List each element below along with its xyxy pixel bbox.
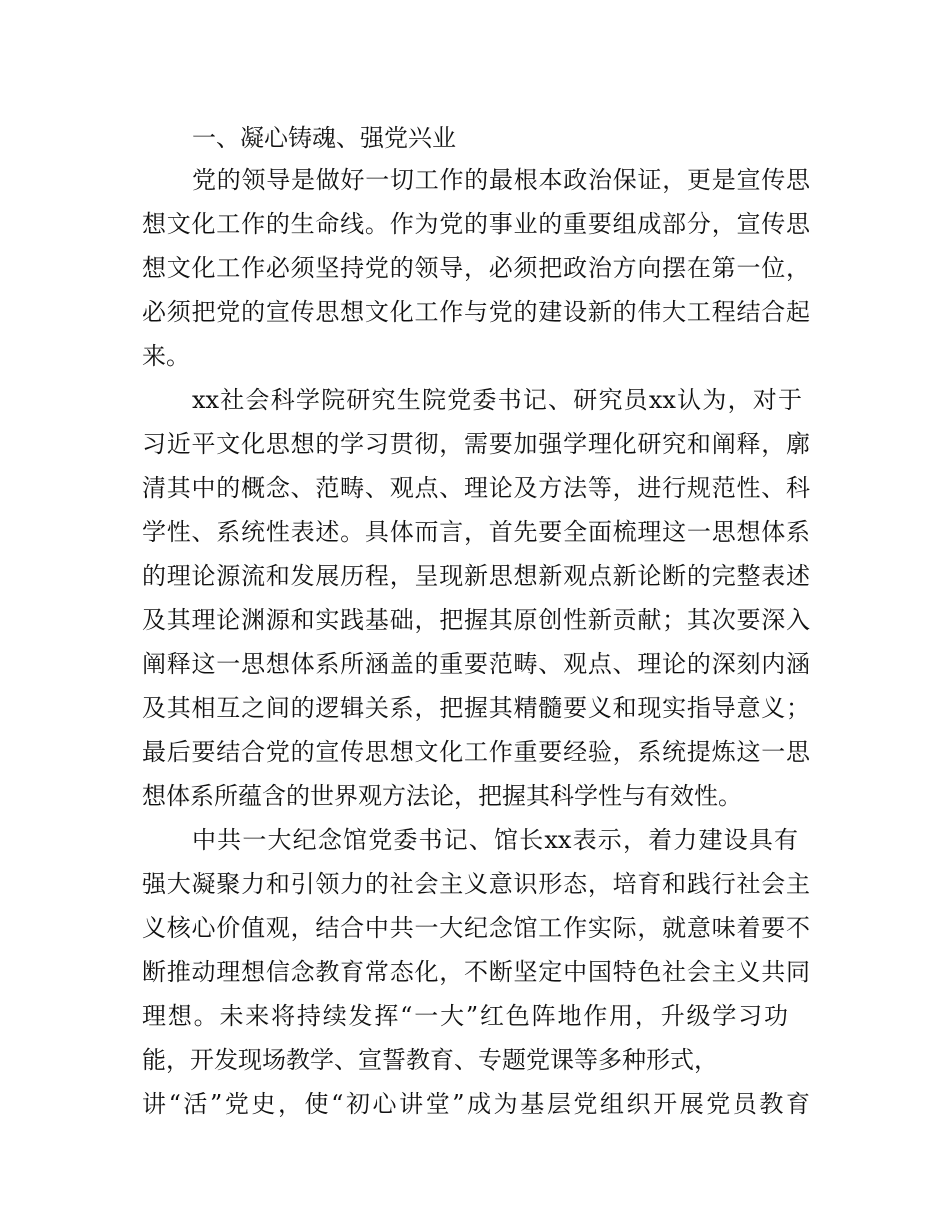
text-line: 想文化工作的生命线。作为党的事业的重要组成部分，宣传思 <box>142 210 810 238</box>
text-line: 来。 <box>142 342 190 370</box>
section-heading: 一、凝心铸魂、强党兴业 <box>192 124 456 152</box>
text-line: 最后要结合党的宣传思想文化工作重要经验，系统提炼这一思 <box>142 738 810 766</box>
text-line: 及其理论渊源和实践基础，把握其原创性新贡献；其次要深入 <box>142 606 810 634</box>
text-line: 的理论源流和发展历程，呈现新思想新观点新论断的完整表述 <box>142 562 810 590</box>
text-line: 习近平文化思想的学习贯彻，需要加强学理化研究和阐释，廓 <box>142 430 810 458</box>
text-line: 学性、系统性表述。具体而言，首先要全面梳理这一思想体系 <box>142 518 810 546</box>
text-line: 阐释这一思想体系所涵盖的重要范畴、观点、理论的深刻内涵 <box>142 650 810 678</box>
text-line: 强大凝聚力和引领力的社会主义意识形态，培育和践行社会主 <box>142 870 810 898</box>
text-line: 想文化工作必须坚持党的领导，必须把政治方向摆在第一位， <box>142 254 810 282</box>
text-line: 讲“活”党史，使“初心讲堂”成为基层党组织开展党员教育 <box>142 1090 810 1118</box>
text-line: 义核心价值观，结合中共一大纪念馆工作实际，就意味着要不 <box>142 914 810 942</box>
text-line: 中共一大纪念馆党委书记、馆长xx表示，着力建设具有 <box>192 826 798 854</box>
text-line: 能，开发现场教学、宣誓教育、专题党课等多种形式， <box>142 1046 718 1074</box>
text-line: 理想。未来将持续发挥“一大”红色阵地作用，升级学习功 <box>142 1002 788 1030</box>
text-line: 想体系所蕴含的世界观方法论，把握其科学性与有效性。 <box>142 782 742 810</box>
text-line: 及其相互之间的逻辑关系，把握其精髓要义和现实指导意义； <box>142 694 810 722</box>
text-line: 党的领导是做好一切工作的最根本政治保证，更是宣传思 <box>192 166 810 194</box>
text-line: xx社会科学院研究生院党委书记、研究员xx认为，对于 <box>192 386 802 414</box>
text-line: 断推动理想信念教育常态化，不断坚定中国特色社会主义共同 <box>142 958 810 986</box>
text-line: 必须把党的宣传思想文化工作与党的建设新的伟大工程结合起 <box>142 298 810 326</box>
text-line: 清其中的概念、范畴、观点、理论及方法等，进行规范性、科 <box>142 474 810 502</box>
